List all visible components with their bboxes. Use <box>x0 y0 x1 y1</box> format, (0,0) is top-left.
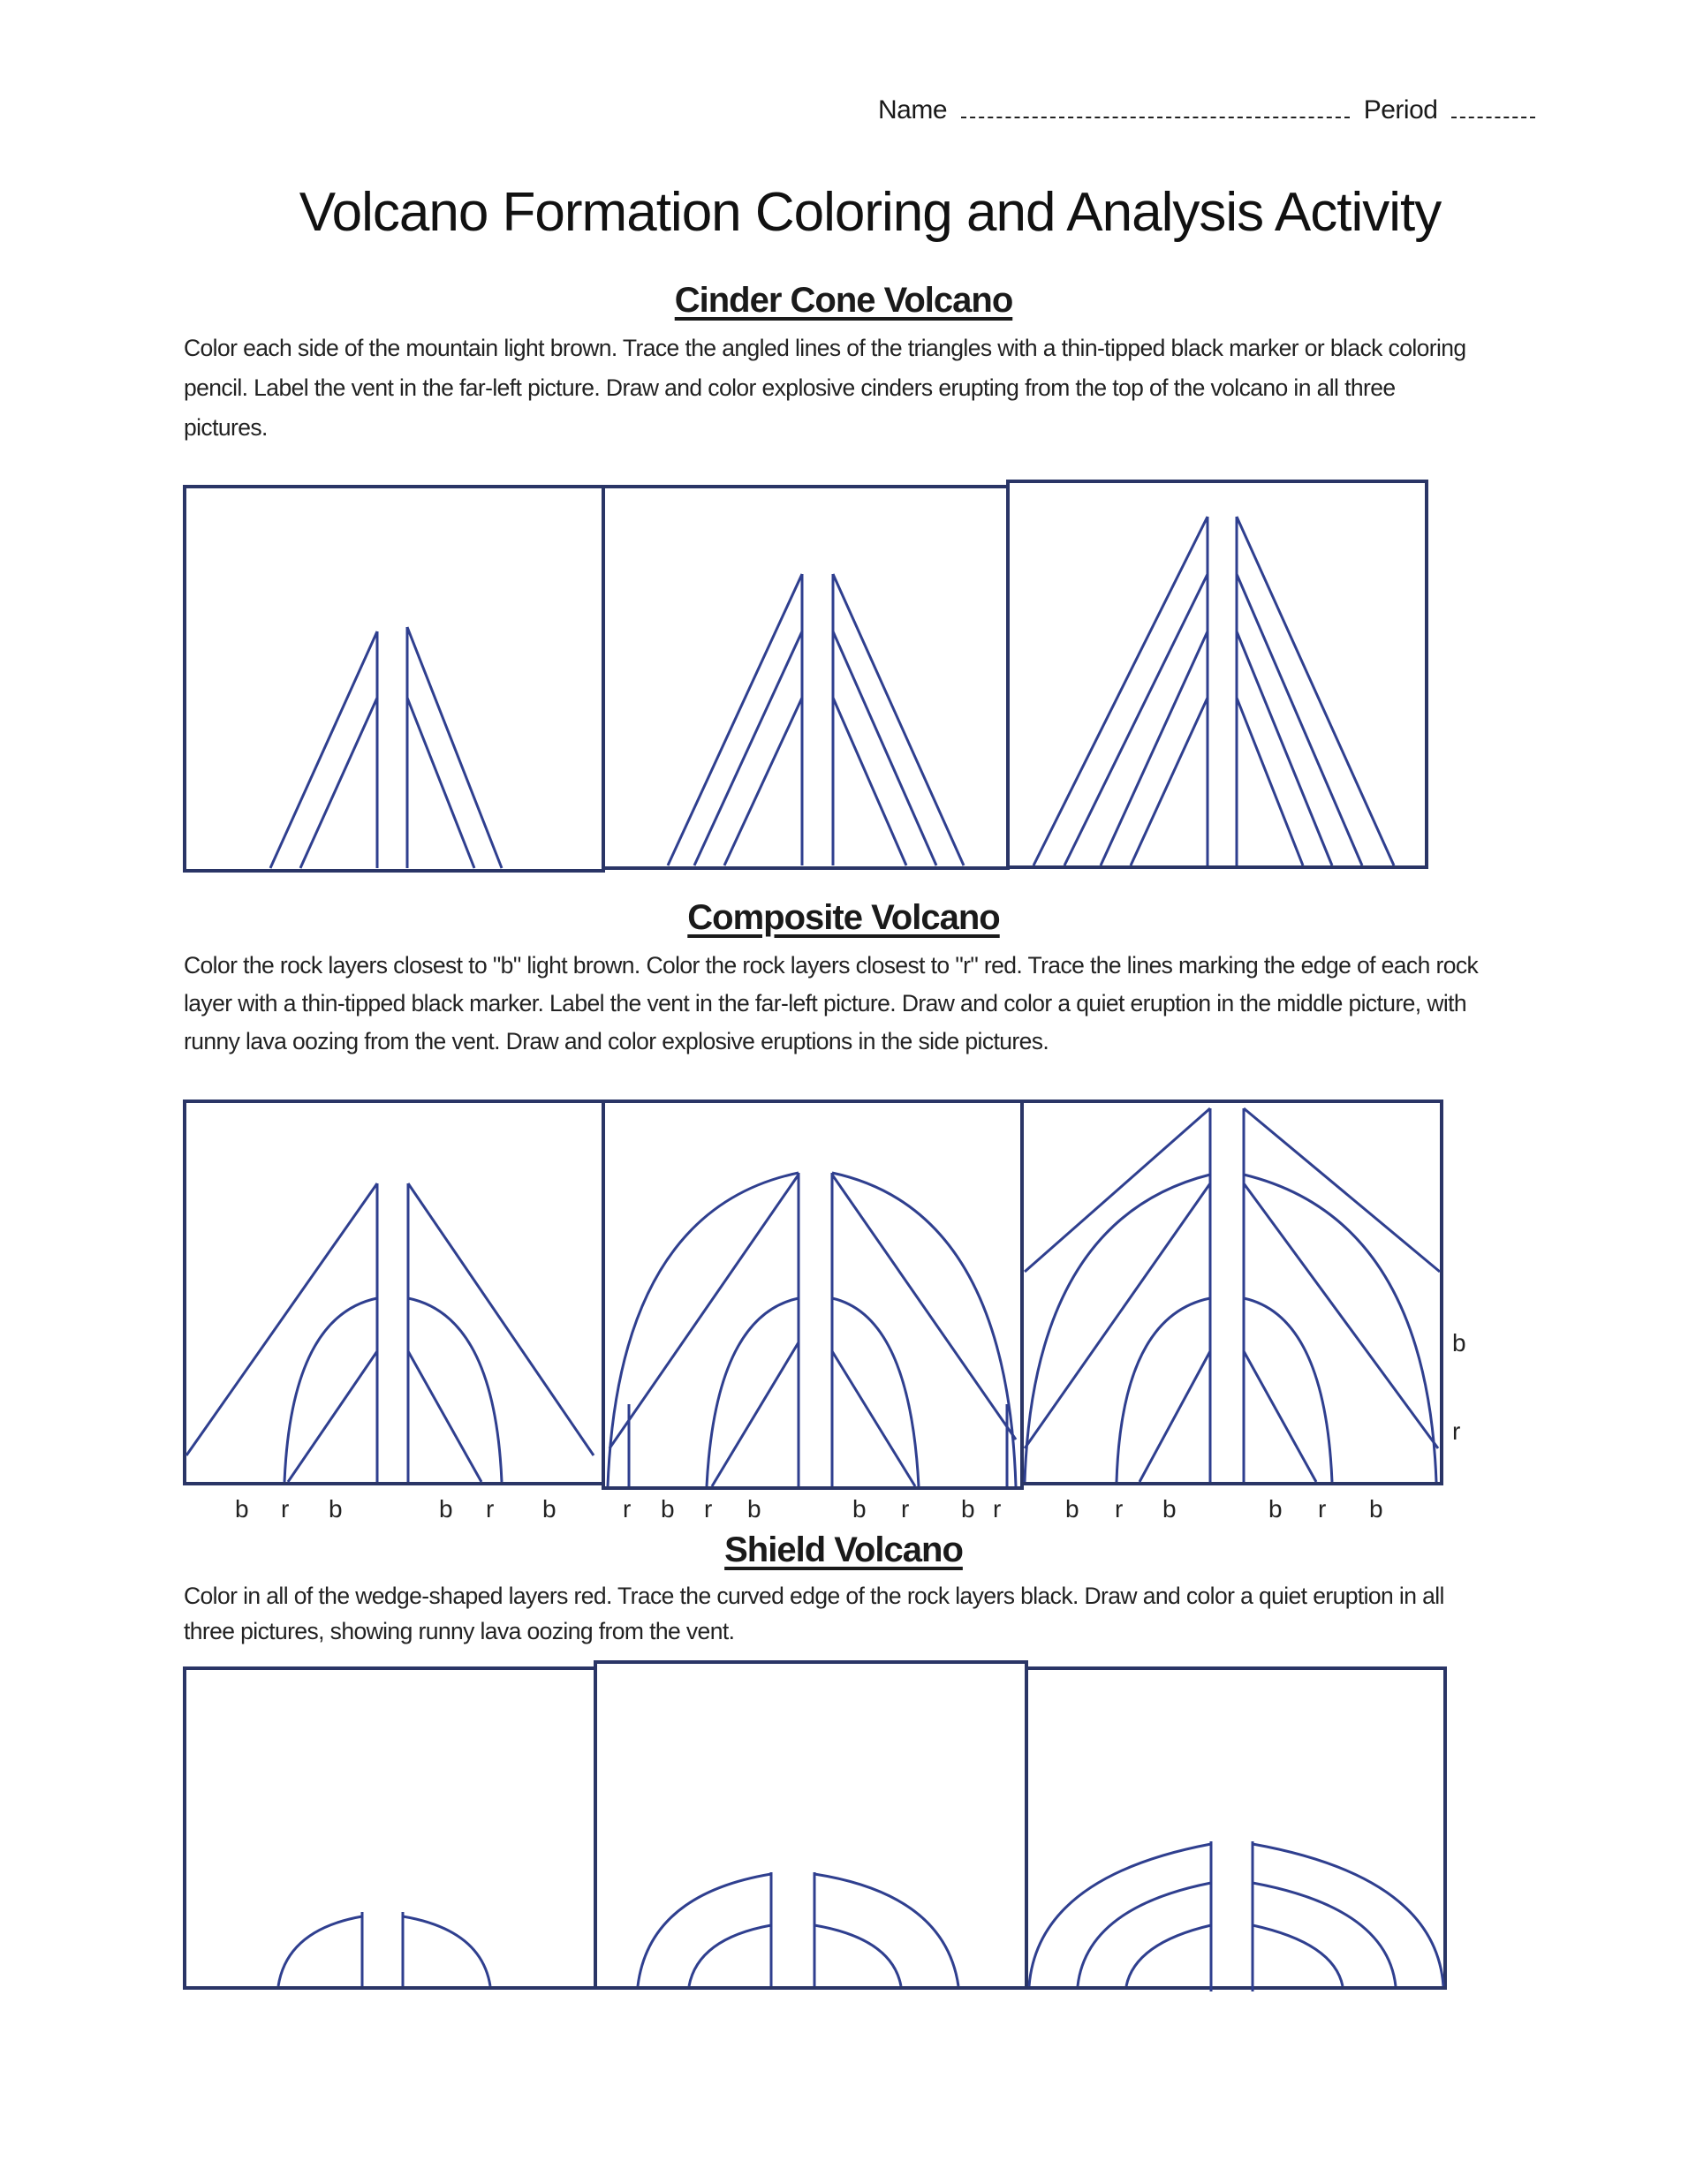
instructions-shield: Color in all of the wedge-shaped layers red. Trace the curved edge of the rock layers black. Draw and color a quiet eruption in all three pictures, showing runny lava oozing from the vent. <box>184 1583 1444 1644</box>
layer-label: r <box>1115 1495 1124 1523</box>
layer-label: r <box>901 1495 910 1523</box>
layer-label: b <box>852 1495 867 1523</box>
layer-label: r <box>993 1495 1002 1523</box>
layer-label: r <box>704 1495 713 1523</box>
layer-label: b <box>747 1495 761 1523</box>
period-label: Period <box>1363 95 1438 125</box>
composite-panel-3 <box>1022 1101 1442 1484</box>
layer-label: b <box>961 1495 975 1523</box>
section-heading-cinder-cone: Cinder Cone Volcano <box>674 281 1013 320</box>
composite-panel-1 <box>185 1101 603 1484</box>
layer-label: r <box>281 1495 290 1523</box>
shield-panel-2 <box>595 1662 1026 1988</box>
layer-label: b <box>235 1495 249 1523</box>
side-layer-label: r <box>1452 1417 1461 1445</box>
instructions-composite: Color the rock layers closest to "b" light brown. Color the rock layers closest to "r" red. Trace the lines marking the edge of each rock layer with a thin-tipped black marker. Label the vent in the far-left picture. Draw and color a quiet eruption in the middle picture, with runny lava oozing from the vent. Draw and color explosive eruptions in the side pictures. <box>184 952 1479 1054</box>
layer-label: r <box>623 1495 632 1523</box>
layer-label: b <box>542 1495 556 1523</box>
composite-panel-2 <box>603 1101 1022 1488</box>
cinder-cone-panel-3 <box>1008 481 1427 867</box>
layer-label: r <box>1318 1495 1327 1523</box>
layer-label: b <box>1369 1495 1383 1523</box>
instructions-cinder-cone: Color each side of the mountain light brown. Trace the angled lines of the triangles with a thin-tipped black marker or black coloring pencil. Label the vent in the far-left picture. Draw and color explosive cinders erupting from the top of the volcano in all three pictures. <box>184 335 1466 441</box>
layer-label: b <box>1162 1495 1177 1523</box>
cinder-cone-panel-1 <box>185 487 603 871</box>
layer-label: b <box>1065 1495 1079 1523</box>
section-heading-shield: Shield Volcano <box>724 1530 963 1569</box>
layer-label: b <box>329 1495 343 1523</box>
page-title: Volcano Formation Coloring and Analysis Activity <box>299 182 1442 243</box>
shield-panel-3 <box>1026 1668 1445 1991</box>
cinder-cone-panel-2 <box>603 487 1008 868</box>
layer-label: b <box>661 1495 675 1523</box>
layer-label: b <box>439 1495 453 1523</box>
composite-layer-labels <box>235 1329 1466 1523</box>
layer-label: b <box>1268 1495 1283 1523</box>
name-label: Name <box>878 95 948 125</box>
section-heading-composite: Composite Volcano <box>687 898 1000 937</box>
side-layer-label: b <box>1452 1329 1466 1356</box>
shield-panel-1 <box>185 1668 595 1988</box>
layer-label: r <box>486 1495 495 1523</box>
